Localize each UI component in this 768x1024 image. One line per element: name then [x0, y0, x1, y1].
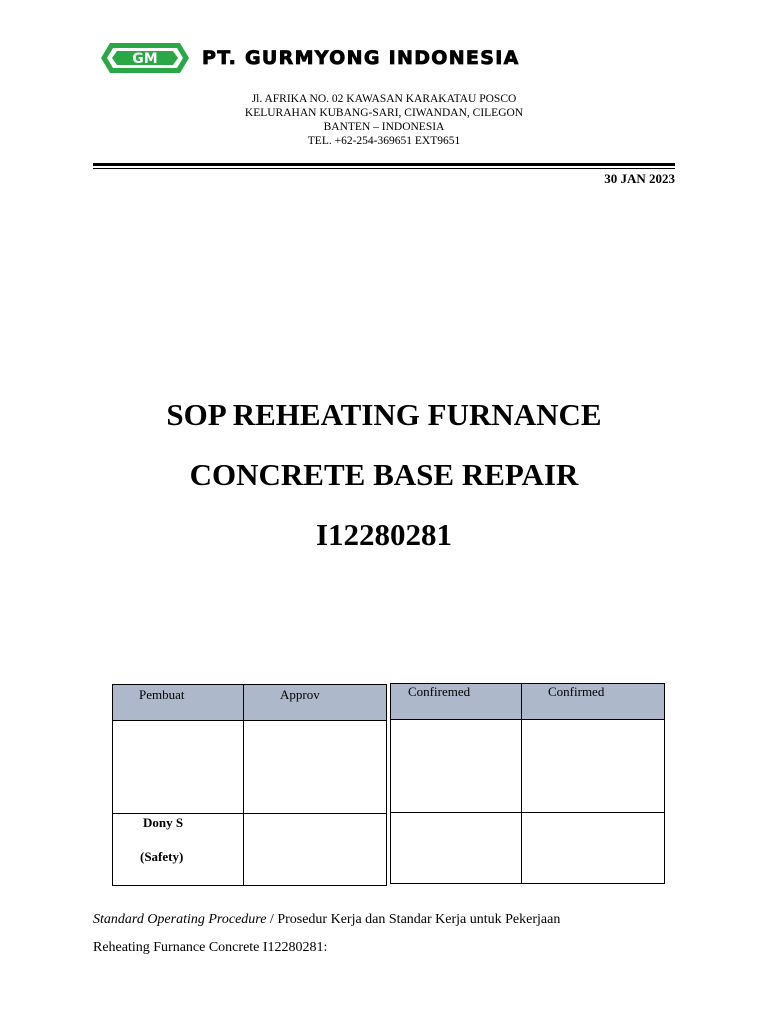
- header-cell-confiremed: [391, 684, 522, 720]
- header-approv: Approv: [280, 687, 320, 702]
- intro-separator: /: [266, 912, 278, 927]
- phone-line: TEL. +62-254-369651 EXT9651: [307, 135, 461, 147]
- company-name: PT. GURMYONG INDONESIA: [202, 46, 520, 69]
- name-cell-pembuat: [113, 814, 244, 886]
- signature-cell-confirmed: [522, 720, 665, 813]
- title-line-1: SOP REHEATING FURNANCE: [166, 397, 602, 432]
- name-cell-confirmed: [522, 813, 665, 884]
- header-confiremed: Confiremed: [408, 684, 471, 699]
- signature-table-right: [390, 683, 665, 884]
- header-rule-thin: [93, 168, 675, 169]
- header-pembuat: Pembuat: [139, 687, 185, 702]
- address-line-2: KELURAHAN KUBANG-SARI, CIWANDAN, CILEGON: [244, 107, 524, 119]
- intro-italic: Standard Operating Procedure: [93, 912, 267, 927]
- header-cell-pembuat: [113, 685, 244, 721]
- document-date: 30 JAN 2023: [604, 171, 675, 186]
- signature-table-left: [112, 684, 387, 886]
- signer-name: Dony S: [143, 815, 184, 830]
- signer-role: (Safety): [140, 849, 184, 864]
- signature-cell-approv: [244, 721, 387, 814]
- name-cell-approv: [244, 814, 387, 886]
- signature-cell-pembuat: [113, 721, 244, 814]
- intro-line-1: Prosedur Kerja dan Standar Kerja untuk Pekerjaan: [277, 912, 561, 927]
- gm-logo-icon: [100, 42, 190, 74]
- title-line-3: I12280281: [315, 517, 453, 552]
- name-cell-confiremed: [391, 813, 522, 884]
- company-logo: [100, 42, 520, 74]
- title-line-2: CONCRETE BASE REPAIR: [189, 457, 579, 492]
- header-cell-approv: [244, 685, 387, 721]
- header-confirmed: Confirmed: [548, 684, 605, 699]
- intro-paragraph: [93, 906, 683, 962]
- gm-logo-text: GM: [132, 51, 158, 67]
- address-line-3: BANTEN – INDONESIA: [323, 121, 445, 133]
- header-rule-thick: [93, 163, 675, 166]
- header-cell-confirmed: [522, 684, 665, 720]
- address-line-1: Jl. AFRIKA NO. 02 KAWASAN KARAKATAU POSCO: [251, 93, 517, 105]
- signature-cell-confiremed: [391, 720, 522, 813]
- intro-line-2: Reheating Furnance Concrete I12280281:: [93, 940, 328, 955]
